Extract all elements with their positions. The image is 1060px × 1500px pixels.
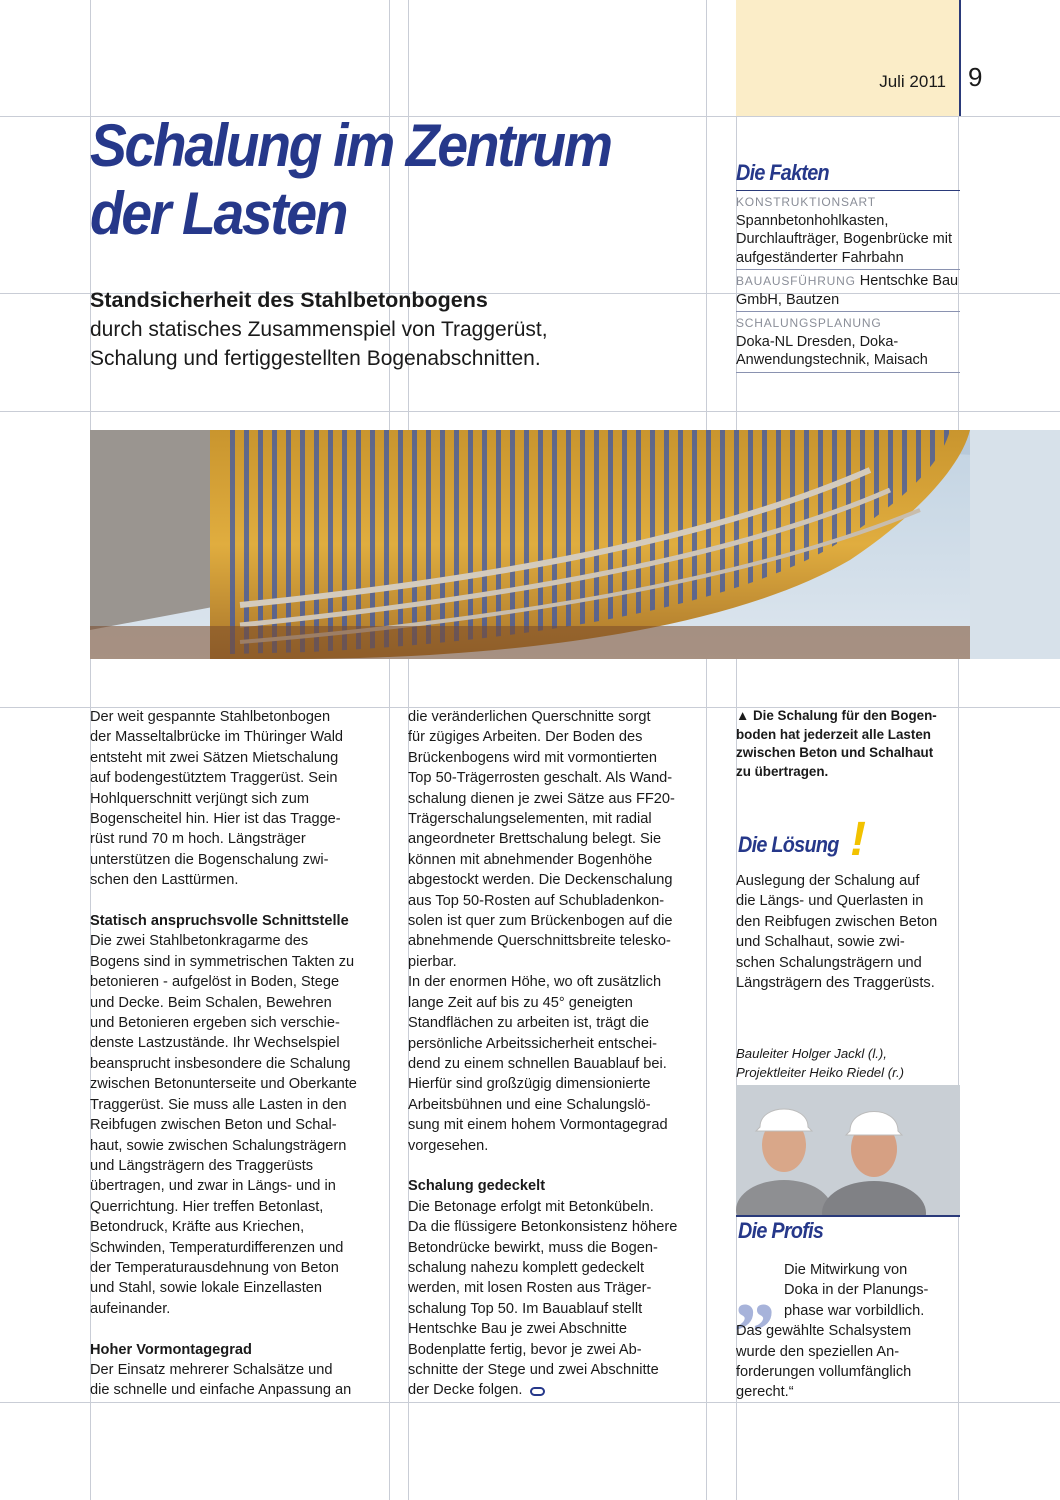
paragraph xyxy=(90,707,388,891)
fact-text: Doka-NL Dresden, Doka-Anwendungstechnik, Maisach xyxy=(736,333,928,368)
text-line: übertragen, und zwar in Längs- und in xyxy=(90,1178,336,1195)
loesung-heading-box xyxy=(738,813,962,866)
text-line: Arbeitsbühnen und eine Schalungslö- xyxy=(408,1096,651,1113)
paragraph xyxy=(90,1360,388,1401)
text-line: sung mit einem hohem Vormontagegrad xyxy=(408,1117,668,1134)
text-line: angeordneter Brettschalung belegt. Sie xyxy=(408,831,662,848)
text-line: Betondrücke bewirkt, muss die Bogen- xyxy=(408,1239,658,1256)
end-mark-icon xyxy=(530,1387,545,1396)
text-line: werden, mit losen Rosten aus Träger- xyxy=(408,1280,652,1297)
text-line: Doka in der Planungs- xyxy=(784,1282,929,1299)
text-line: beansprucht insbesondere die Schalung xyxy=(90,1055,351,1072)
text-line: wurde den speziellen An- xyxy=(736,1343,900,1360)
text-line: schen den Lasttürmen. xyxy=(90,872,239,889)
fact-label: BAUAUSFÜHRUNG xyxy=(736,274,856,288)
text-line: Trägerschalungselementen, mit radial xyxy=(408,811,652,828)
profis-quote xyxy=(736,1260,960,1403)
paragraph xyxy=(408,1197,706,1401)
text-line: und Decke. Beim Schalen, Bewehren xyxy=(90,994,332,1011)
text-line: solen ist quer zum Brückenbogen auf die xyxy=(408,913,673,930)
text-line: auf bodengestütztem Traggerüst. Sein xyxy=(90,770,338,787)
subtitle-line-3: Schalung und fertiggestellten Bogenabschnitten. xyxy=(90,347,541,370)
article-column-1 xyxy=(90,707,388,1401)
text-line: Reibfugen zwischen Beton und Schal- xyxy=(90,1117,337,1134)
issue-date: Juli 2011 xyxy=(879,72,946,91)
text-line: ▲ Die Schalung für den Bogen- xyxy=(736,708,937,723)
text-line: Da die flüssigere Betonkonsistenz höhere xyxy=(408,1219,678,1236)
text-line: unterstützen die Bogenschalung zwi- xyxy=(90,851,329,868)
article-title xyxy=(90,112,679,248)
text-line: zwischen Betonunterseite und Oberkante xyxy=(90,1076,357,1093)
text-line: schnitte der Stege und zwei Abschnitte xyxy=(408,1361,659,1378)
text-line: haut, sowie zwischen Schalungsträgern xyxy=(90,1137,347,1154)
text-line: Auslegung der Schalung auf xyxy=(736,873,920,889)
text-line: schalung dienen je zwei Sätze aus FF20- xyxy=(408,790,675,807)
text-line: zwischen Beton und Schalhaut xyxy=(736,745,934,761)
text-line: schalung Top 50. Im Bauablauf stellt xyxy=(408,1300,643,1317)
text-line: Brückenbogens wird mit vormontierten xyxy=(408,749,658,766)
article-column-2 xyxy=(408,707,706,1401)
text-line: schen Schalungsträgern und xyxy=(736,954,922,971)
text-line: Standflächen zu arbeiten ist, trägt die xyxy=(408,1015,649,1032)
text-line: phase war vorbildlich. xyxy=(784,1302,925,1319)
loesung-text xyxy=(736,871,960,993)
portrait-photo xyxy=(736,1085,960,1215)
text-line: Der Einsatz mehrerer Schalsätze und xyxy=(90,1361,333,1378)
photo-caption xyxy=(736,707,960,781)
text-line: Betondruck, Kräfte aus Kriechen, xyxy=(90,1219,305,1236)
text-line: Schwinden, Temperaturdifferenzen und xyxy=(90,1239,344,1256)
text-line: schalung nahezu komplett gedeckelt xyxy=(408,1259,645,1276)
subtitle-bold: Standsicherheit des Stahlbetonbogens xyxy=(90,288,488,312)
text-line: betonieren - aufgelöst in Boden, Stege xyxy=(90,974,340,991)
subtitle-line-2: durch statisches Zusammenspiel von Traggerüst, xyxy=(90,318,548,341)
profis-rule xyxy=(736,1215,960,1217)
text-line: Längsträgern des Traggerüsts. xyxy=(736,975,935,992)
text-line: abnehmende Querschnittsbreite telesko- xyxy=(408,933,671,950)
text-line: und Längsträgern des Traggerüsts xyxy=(90,1157,314,1174)
layout-guide xyxy=(706,0,707,1500)
text-line: und Betonieren ergeben sich verschie- xyxy=(90,1015,340,1032)
paragraph xyxy=(408,707,706,972)
text-line: und Schalhaut, sowie zwi- xyxy=(736,934,905,951)
fact-label: SCHALUNGSPLANUNG xyxy=(736,316,882,330)
text-line: die veränderlichen Querschnitte sorgt xyxy=(408,709,651,725)
text-line: Top 50-Trägerrosten geschalt. Als Wand- xyxy=(408,770,673,787)
portrait-caption xyxy=(736,1044,960,1082)
text-line: vorgesehen. xyxy=(408,1137,489,1154)
facts-heading: Die Fakten xyxy=(736,160,829,185)
text-line: Das gewählte Schalsystem xyxy=(736,1323,912,1340)
text-line: der Temperaturausdehnung von Beton xyxy=(90,1259,339,1276)
text-line: gerecht.“ xyxy=(736,1384,794,1401)
page-number: 9 xyxy=(968,62,983,92)
text-line: Der weit gespannte Stahlbetonbogen xyxy=(90,709,331,725)
quote-icon: „ xyxy=(734,1243,776,1336)
text-line: und Stahl, sowie lokale Einzellasten xyxy=(90,1280,323,1297)
text-line: Die zwei Stahlbetonkragarme des xyxy=(90,933,309,950)
section-heading: Hoher Vormontagegrad xyxy=(90,1341,252,1358)
text-line: Bodenplatte fertig, bevor je zwei Ab- xyxy=(408,1341,642,1358)
formwork-illustration xyxy=(90,430,1060,659)
text-line: können mit abnehmender Bogenhöhe xyxy=(408,851,653,868)
section-heading: Schalung gedeckelt xyxy=(408,1178,546,1195)
fact-label: KONSTRUKTIONSART xyxy=(736,195,876,209)
text-line: Projektleiter Heiko Riedel (r.) xyxy=(736,1065,905,1080)
fact-text: Spannbetonhohlkasten, Durchlaufträger, Bogenbrücke mit aufgeständerter Fahrbahn xyxy=(736,212,952,266)
text-line: denste Lastzustände. Ihr Wechselspiel xyxy=(90,1035,340,1052)
text-line: rüst rund 70 m hoch. Längsträger xyxy=(90,831,306,848)
text-line: persönliche Arbeitssicherheit entschei- xyxy=(408,1035,658,1052)
fact-planning xyxy=(736,312,960,373)
facts-box xyxy=(736,160,960,373)
section-heading: Statisch anspruchsvolle Schnittstelle xyxy=(90,913,349,930)
text-line: boden hat jederzeit alle Lasten xyxy=(736,726,931,742)
text-line: dend zu einem schnellen Bauablauf bei. xyxy=(408,1055,667,1072)
text-line: Traggerüst. Sie muss alle Lasten in den xyxy=(90,1096,347,1113)
fact-construction xyxy=(736,191,960,270)
text-line: Bogenscheitel hin. Hier ist das Tragge- xyxy=(90,811,341,828)
paragraph xyxy=(90,931,388,1319)
fact-text: Hentschke Bau GmbH, Bautzen xyxy=(736,273,959,308)
text-line: forderungen vollumfänglich xyxy=(736,1364,912,1381)
text-line: den Reibfugen zwischen Beton xyxy=(736,913,938,930)
text-line: aufeinander. xyxy=(90,1300,171,1317)
title-line-1: Schalung im Zentrum xyxy=(90,112,611,179)
paragraph xyxy=(408,972,706,1156)
text-line: entsteht mit zwei Sätzen Mietschalung xyxy=(90,749,339,766)
title-line-2: der Lasten xyxy=(90,180,347,247)
text-line: Die Mitwirkung von xyxy=(784,1262,908,1278)
header-rule xyxy=(959,0,961,116)
text-line: für zügiges Arbeiten. Der Boden des xyxy=(408,729,643,746)
text-line: abgestockt werden. Die Deckenschalung xyxy=(408,872,673,889)
portrait-illustration xyxy=(736,1085,960,1215)
text-line: die Längs- und Querlasten in xyxy=(736,893,924,910)
text-line: aus Top 50-Rosten auf Schubladenkon- xyxy=(408,892,665,909)
profis-heading: Die Profis xyxy=(738,1218,824,1243)
text-line: pierbar. xyxy=(408,953,457,970)
text-line: In der enormen Höhe, wo oft zusätzlich xyxy=(408,974,662,991)
text-line: der Decke folgen. xyxy=(408,1380,706,1400)
bridge-formwork-photo xyxy=(90,430,1060,659)
text-line: die schnelle und einfache Anpassung an xyxy=(90,1382,352,1399)
header-date-box xyxy=(736,0,960,116)
text-line: lange Zeit auf bis zu 45° geneigten xyxy=(408,994,633,1011)
exclamation-icon: ! xyxy=(850,813,866,866)
text-line: Hierfür sind großzügig dimensionierte xyxy=(408,1076,651,1093)
article-subtitle xyxy=(90,286,730,373)
text-line: Die Betonage erfolgt mit Betonkübeln. xyxy=(408,1198,654,1215)
text-line: zu übertragen. xyxy=(736,763,829,779)
text-line: der Masseltalbrücke im Thüringer Wald xyxy=(90,729,344,746)
fact-execution xyxy=(736,270,960,312)
text-line: Hentschke Bau je zwei Abschnitte xyxy=(408,1321,628,1338)
loesung-heading: Die Lösung xyxy=(738,832,839,857)
text-line: Querrichtung. Hier treffen Betonlast, xyxy=(90,1198,324,1215)
text-line: Bauleiter Holger Jackl (l.), xyxy=(736,1046,887,1061)
text-line: Hohlquerschnitt verjüngt sich zum xyxy=(90,790,310,807)
layout-guide xyxy=(0,411,1060,412)
text-line: Bogens sind in symmetrischen Takten zu xyxy=(90,953,355,970)
